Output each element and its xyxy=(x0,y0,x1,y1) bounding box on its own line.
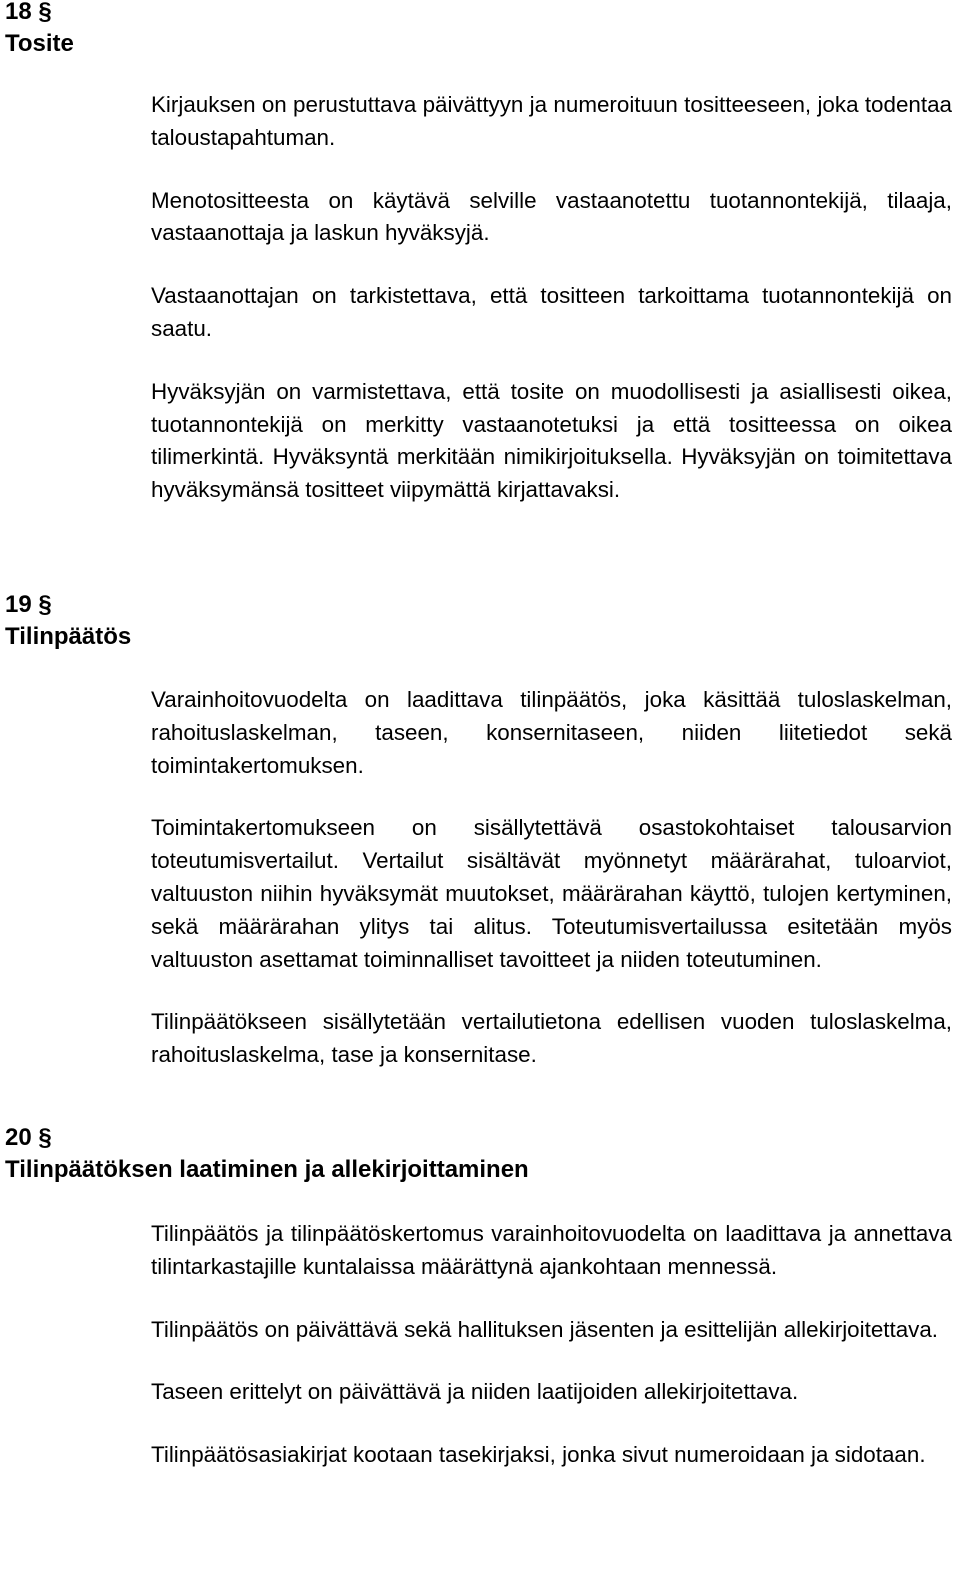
paragraph: Tilinpäätös on päivättävä sekä hallituksen jäsenten ja esittelijän allekirjoitettava. xyxy=(151,1316,939,1342)
paragraph: Vastaanottajan on tarkistettava, että tositteen tarkoittama tuotannontekijä on saatu. xyxy=(151,283,952,341)
section-18-body xyxy=(151,89,952,507)
paragraph: Varainhoitovuodelta on laadittava tilinpäätös, joka käsittää tuloslaskelman, rahoituslaskelman, taseen, konsernitaseen, niiden liitetiedot sekä toimintakertomuksen. xyxy=(151,687,952,778)
section-20-heading xyxy=(5,1122,529,1186)
section-title: Tilinpäätös xyxy=(5,623,132,650)
section-20-body xyxy=(151,1218,952,1472)
section-number: 19 § xyxy=(5,591,52,618)
section-19-body xyxy=(151,684,952,1072)
paragraph: Toimintakertomukseen on sisällytettävä osastokohtaiset talousarvion toteutumisvertailut. Vertailut sisältävät myönnetyt määrärahat, tuloarviot, valtuuston niihin hyväksymät muutokset, määrärahan käyttö, tulojen kertyminen, sekä määrärahan ylitys tai alitus. Toteutumisvertailussa esitetään myös valtuuston asettamat toiminnalliset tavoitteet ja niiden toteutuminen. xyxy=(151,815,952,972)
section-title: Tilinpäätöksen laatiminen ja allekirjoittaminen xyxy=(5,1156,529,1183)
section-number: 18 § xyxy=(5,0,52,25)
paragraph: Tilinpäätösasiakirjat kootaan tasekirjaksi, jonka sivut numeroidaan ja sidotaan. xyxy=(151,1442,926,1468)
paragraph: Tilinpäätökseen sisällytetään vertailutietona edellisen vuoden tuloslaskelma, rahoituslaskelma, tase ja konsernitase. xyxy=(151,1009,952,1068)
paragraph: Taseen erittelyt on päivättävä ja niiden laatijoiden allekirjoitettava. xyxy=(151,1379,799,1405)
paragraph: Tilinpäätös ja tilinpäätöskertomus varainhoitovuodelta on laadittava ja annettava tilintarkastajille kuntalaissa määrättynä ajankohtaan mennessä. xyxy=(151,1221,952,1279)
section-19-heading xyxy=(5,589,131,653)
section-title: Tosite xyxy=(5,30,74,57)
paragraph: Hyväksyjän on varmistettava, että tosite on muodollisesti ja asiallisesti oikea, tuotannontekijä on merkitty vastaanotetuksi ja että tositteessa on oikea tilimerkintä. Hyväksyntä merkitään nimikirjoituksella. Hyväksyjän on toimitettava hyväksymänsä tositteet viipymättä kirjattavaksi. xyxy=(151,378,952,503)
paragraph: Kirjauksen on perustuttava päivättyyn ja numeroituun tositteeseen, joka todentaa taloustapahtuman. xyxy=(151,92,952,150)
paragraph: Menotositteesta on käytävä selville vastaanotettu tuotannontekijä, tilaaja, vastaanottaja ja laskun hyväksyjä. xyxy=(151,187,952,246)
section-18-heading xyxy=(5,0,74,60)
section-number: 20 § xyxy=(5,1124,52,1151)
